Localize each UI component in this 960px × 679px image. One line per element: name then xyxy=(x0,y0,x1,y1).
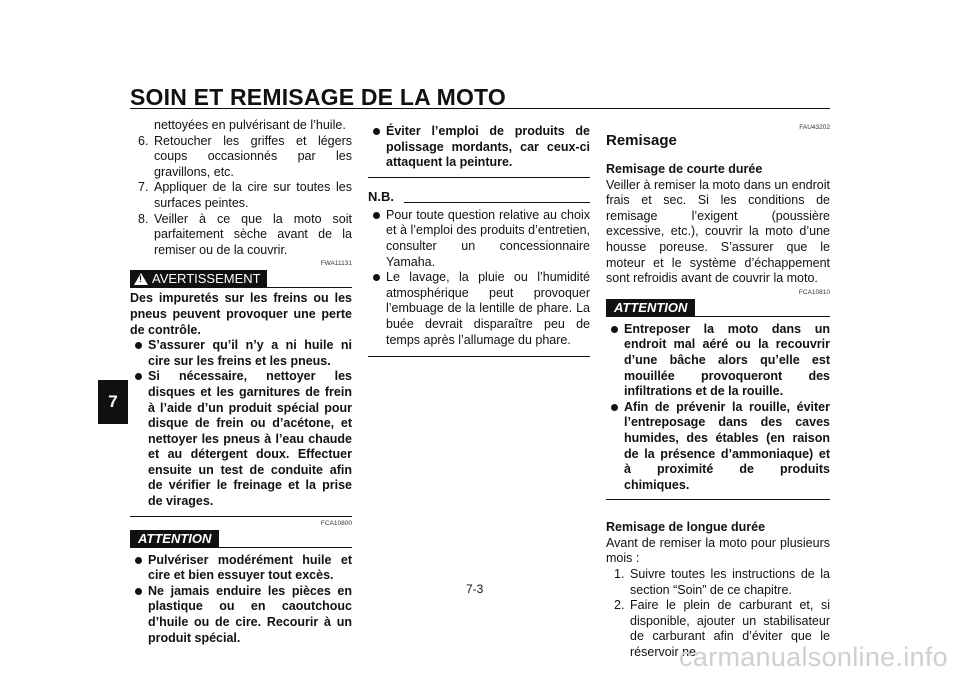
list-item: Entreposer la moto dans un endroit mal aéré ou la recouvrir d’une bâche alors qu’elle est mouillée provoqueront des infiltrations et de la rouille. xyxy=(606,322,830,400)
attention-header xyxy=(606,299,830,318)
warning-end-rule xyxy=(130,516,352,517)
list-item: Pulvériser modérément huile et cire et bien essuyer tout excès. xyxy=(130,553,352,584)
warning-label: AVERTISSEMENT xyxy=(152,271,261,287)
attention-bullets xyxy=(606,322,830,494)
column-1 xyxy=(130,118,352,646)
chapter-tab: 7 xyxy=(98,380,128,424)
warning-lead: Des impuretés sur les freins ou les pneus peuvent provoquer une perte de contrôle. xyxy=(130,291,352,337)
attention-badge: ATTENTION xyxy=(130,530,219,548)
list-item: Si nécessaire, nettoyer les disques et les garnitures de frein à l’aide d’un produit spécial pour disque de frein ou d’acétone, et nettoyer les pneus à l’eau chaude et au détergent doux. Effectuer ensuite un test de conduite afin de vérifier le freinage et la prise de virages. xyxy=(130,369,352,509)
attention-end-rule xyxy=(606,499,830,500)
warning-header xyxy=(130,270,352,289)
list-item: S’assurer qu’il n’y a ni huile ni cire sur les freins et les pneus. xyxy=(130,338,352,369)
list-item: Le lavage, la pluie ou l’humidité atmosphérique peut provoquer l’embuage de la lentille de phare. La buée devrait disparaître peu de temps après l’allumage du phare. xyxy=(368,270,590,348)
step-text: Appliquer de la cire sur toutes les surfaces peintes. xyxy=(154,180,352,210)
nb-bullets xyxy=(368,208,590,348)
step-text: Suivre toutes les instructions de la section “Soin” de ce chapitre. xyxy=(630,567,830,597)
nb-label: N.B. xyxy=(368,188,400,206)
page-number: 7-3 xyxy=(466,582,484,596)
list-item: Éviter l’emploi de produits de polissage mordants, car ceux-ci attaquent la peinture. xyxy=(368,124,590,171)
intro-continuation: nettoyées en pulvérisant de l’huile. xyxy=(154,118,346,132)
attention-cont-bullets xyxy=(368,124,590,171)
nb-header xyxy=(368,188,590,208)
nb-rule xyxy=(404,202,590,203)
long-storage-text: Avant de remiser la moto pour plusieurs mois : xyxy=(606,535,830,566)
step-number: 6. xyxy=(138,133,149,148)
section-code: FAU43202 xyxy=(799,124,830,131)
warning-badge xyxy=(130,270,267,288)
step-text: Veiller à ce que la moto soit parfaitement sèche avant de la remiser ou de la couvrir. xyxy=(154,211,352,257)
attention-header xyxy=(130,530,352,549)
watermark: carmanualsonline.info xyxy=(679,642,948,672)
warning-triangle-icon: ! xyxy=(134,273,148,285)
step-text: Retoucher les griffes et légers coups occasionnés par les gravillons, etc. xyxy=(154,133,352,179)
list-item xyxy=(130,134,352,181)
list-item: Pour toute question relative au choix et à l’emploi des produits d’entretien, consulter un concessionnaire Yamaha. xyxy=(368,208,590,270)
step-number: 7. xyxy=(138,180,149,195)
attention-code: FCA10800 xyxy=(320,519,352,527)
list-item xyxy=(606,567,830,598)
list-item xyxy=(130,212,352,259)
short-storage-title: Remisage de courte durée xyxy=(606,162,763,176)
attention-badge: ATTENTION xyxy=(606,299,695,317)
page-title: SOIN ET REMISAGE DE LA MOTO xyxy=(130,84,506,110)
column-3 xyxy=(606,118,830,661)
step-text: Faire le plein de carburant et, si disponible, ajouter un stabilisateur de carburant afin d’éviter que le réservoir ne xyxy=(630,598,830,660)
attention-code: FCA10810 xyxy=(798,288,830,296)
warning-bullets xyxy=(130,338,352,510)
list-item: Ne jamais enduire les pièces en plastique ou en caoutchouc d’huile ou de cire. Recourir à un produit spécial. xyxy=(130,584,352,646)
nb-end-rule xyxy=(368,356,590,357)
short-storage-text: Veiller à remiser la moto dans un endroit frais et sec. Si les conditions de remisage l’exigent (poussière excessive, etc.), couvrir la moto d’une housse poreuse. S’assurer que le moteur et le système d’échappement sont refroidis avant de couvrir la moto. xyxy=(606,177,830,286)
step-number: 1. xyxy=(614,567,625,582)
section-title: Remisage xyxy=(606,132,677,149)
list-item xyxy=(130,180,352,211)
step-number: 2. xyxy=(614,598,625,613)
attention-bullets xyxy=(130,553,352,647)
care-steps-list xyxy=(130,134,352,259)
long-storage-title: Remisage de longue durée xyxy=(606,520,766,535)
title-rule xyxy=(130,108,830,109)
column-2 xyxy=(368,118,590,357)
step-number: 8. xyxy=(138,211,149,226)
warning-code: FWA11131 xyxy=(320,260,352,268)
list-item: Afin de prévenir la rouille, éviter l’entreposage dans des caves humides, des étables (en raison de la présence d’ammoniaque) et à proximité de produits chimiques. xyxy=(606,400,830,494)
attention-end-rule xyxy=(368,177,590,178)
